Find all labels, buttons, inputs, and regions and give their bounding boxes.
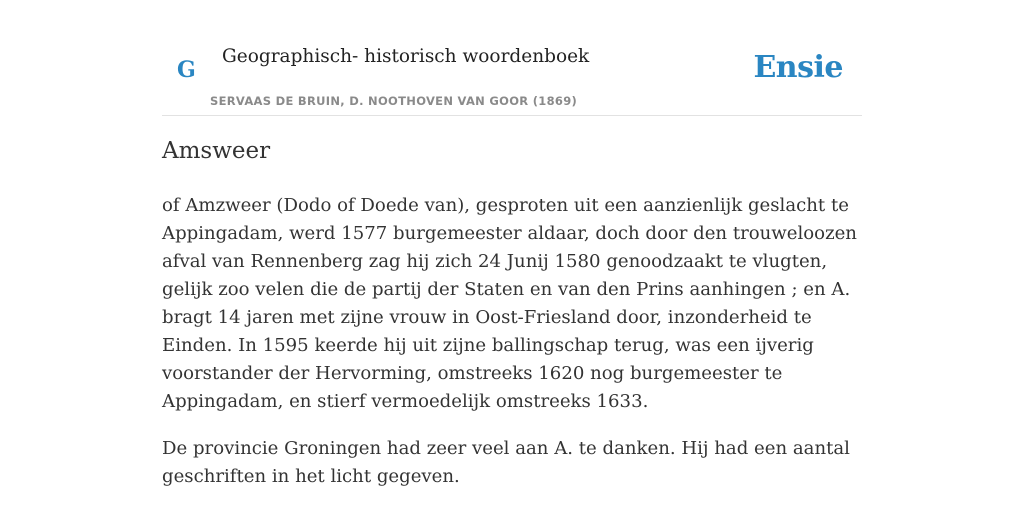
book-author: SERVAAS DE BRUIN, D. NOOTHOVEN VAN GOOR (1869)	[210, 94, 578, 108]
entry-paragraph: of Amzweer (Dodo of Doede van), gesproten uit een aanzienlijk geslacht te Appingadam, werd 1577 burgemeester aldaar, doch door den trouweloozen afval van Rennenberg zag hij zich 24 Junij 1580 genoodzaakt te vlugten, gelijk zoo velen die de partij der Staten en van den Prins aanhingen ; en A. bragt 14 jaren met zijne vrouw in Oost-Friesland door, inzonderheid te Einden. In 1595 keerde hij uit zijne ballingschap terug, was een ijverig voorstander der Hervorming, omstreeks 1620 nog burgemeester te Appingadam, en stierf vermoedelijk omstreeks 1633.	[162, 195, 857, 412]
site-header	[162, 30, 862, 116]
entry-body	[162, 192, 862, 510]
ensie-logo[interactable]: Ensie	[753, 50, 843, 85]
book-title-link[interactable]: Geographisch- historisch woordenboek	[222, 46, 590, 67]
entry-paragraph: De provincie Groningen had zeer veel aan A. te danken. Hij had een aantal geschriften in het licht gegeven.	[162, 438, 850, 487]
book-letter-icon[interactable]: G	[177, 57, 196, 83]
entry-title: Amsweer	[162, 138, 271, 164]
